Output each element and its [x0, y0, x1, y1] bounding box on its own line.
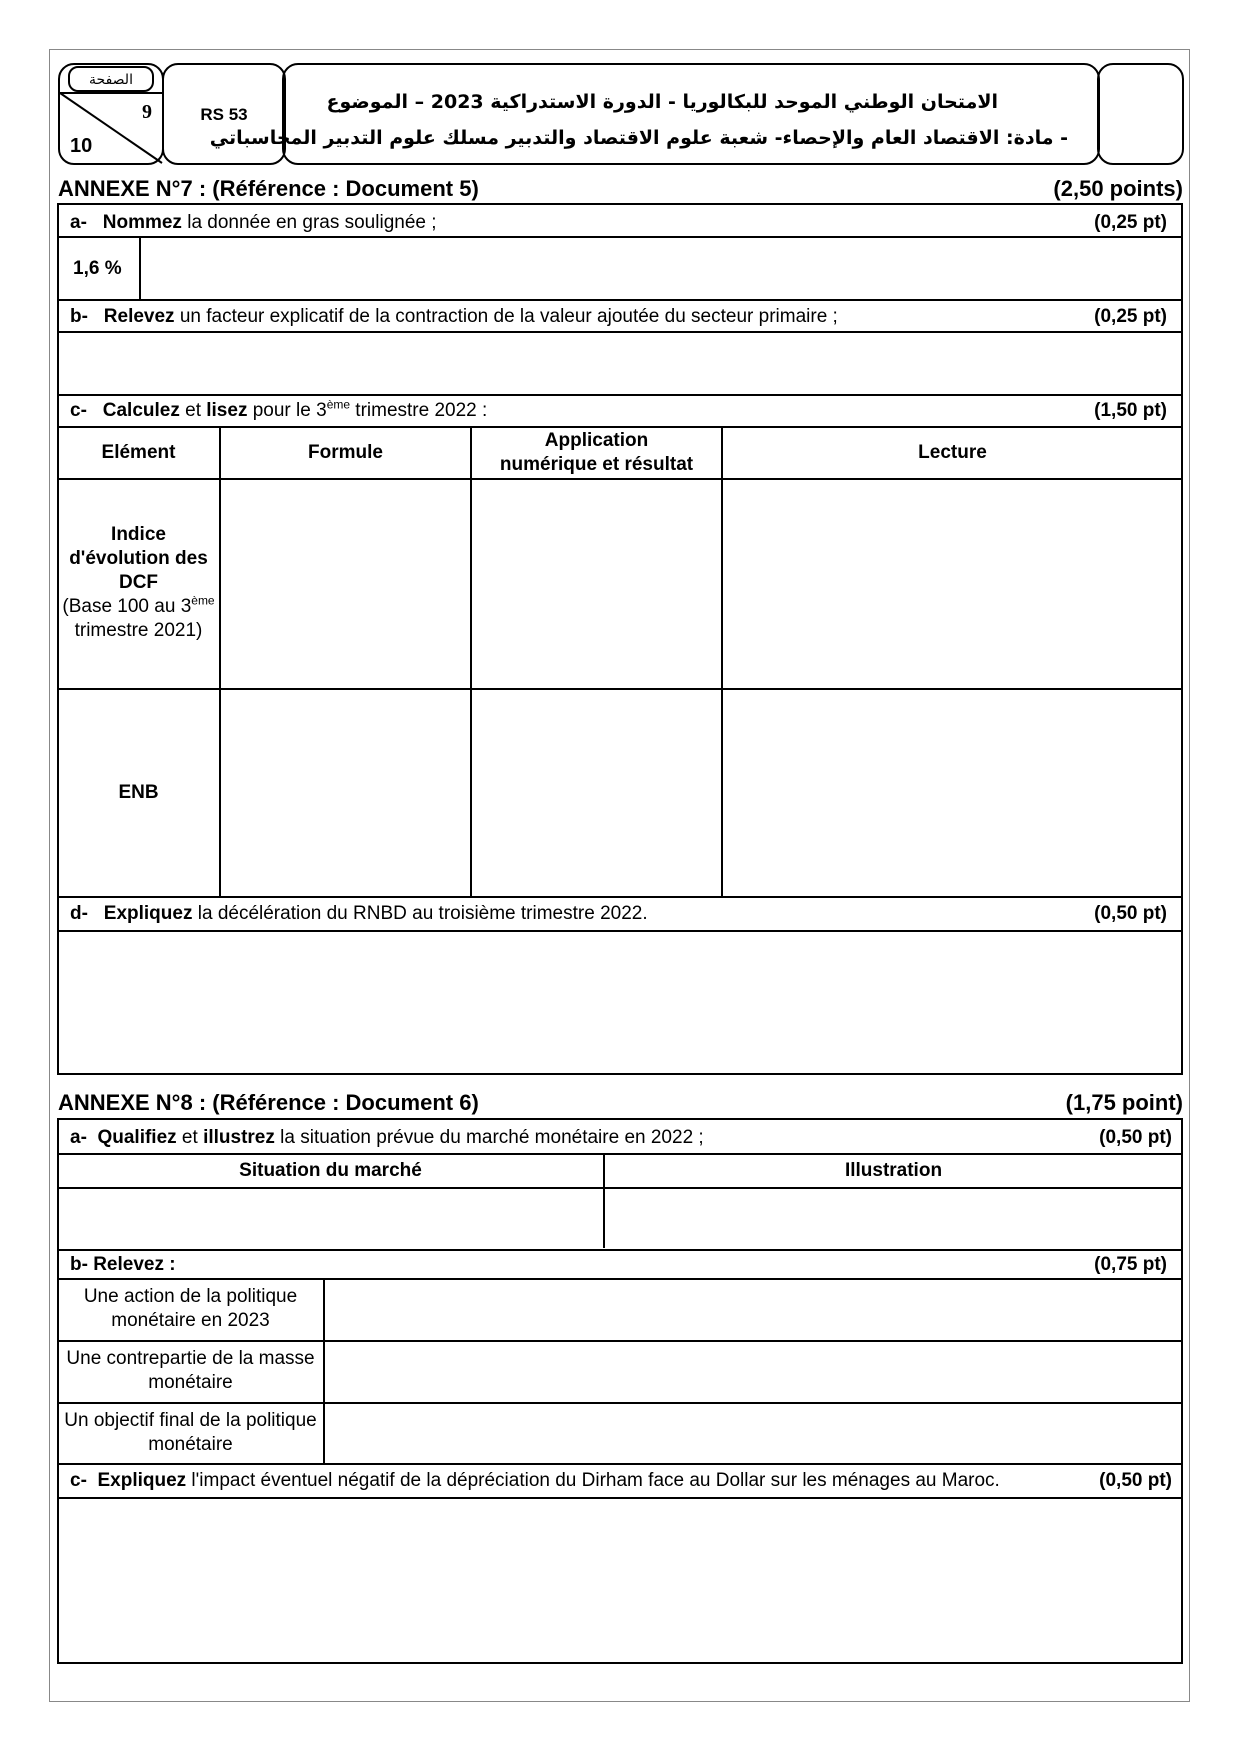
col-header-element: Elément	[101, 441, 176, 463]
annex8-points: (1,75 point)	[1065, 1090, 1183, 1115]
divider	[58, 394, 1182, 396]
code-box	[162, 63, 286, 165]
annex7-qa-points: (0,25 pt)	[1094, 212, 1167, 233]
illustration-field[interactable]	[605, 1189, 1182, 1248]
col-header-lecture: Lecture	[918, 441, 987, 463]
annex8-qb-points: (0,75 pt)	[1094, 1254, 1167, 1275]
annex7-qc-points: (1,50 pt)	[1094, 400, 1167, 421]
annex8-qc: c- Expliquez l'impact éventuel négatif de la dépréciation du Dirham face au Dollar sur les ménages au Maroc.	[70, 1470, 1000, 1491]
annex7-qb-points: (0,25 pt)	[1094, 306, 1167, 327]
answer-field-7a[interactable]	[141, 237, 1182, 299]
annex7-qd-points: (0,50 pt)	[1094, 903, 1167, 924]
blank-box	[1097, 63, 1184, 165]
col-header-application: Application numérique et résultat	[499, 429, 694, 475]
answer-field-7b[interactable]	[58, 333, 1182, 393]
annex8-qa-points: (0,50 pt)	[1099, 1127, 1172, 1148]
annex7-title: ANNEXE N°7 : (Référence : Document 5)	[58, 176, 479, 201]
exam-subject: - مادة: الاقتصاد العام والإحصاء- شعبة علوم الاقتصاد والتدبير مسلك علوم التدبير المحاسباتي	[209, 127, 1068, 149]
exam-code: RS 53	[200, 105, 248, 124]
answer-field-8c[interactable]	[58, 1499, 1182, 1662]
indice-application-field[interactable]	[472, 480, 721, 687]
annex8-qc-points: (0,50 pt)	[1099, 1470, 1172, 1491]
col-header-formule: Formule	[308, 441, 383, 463]
enb-lecture-field[interactable]	[723, 690, 1182, 895]
situation-field[interactable]	[58, 1189, 603, 1248]
item-objectif-final: Un objectif final de la politique monétaire	[64, 1410, 317, 1455]
page-label: الصفحة	[68, 66, 154, 92]
annex7-qb: b- Relevez un facteur explicatif de la contraction de la valeur ajoutée du secteur primaire ;	[70, 306, 838, 327]
col-header-situation: Situation du marché	[239, 1160, 422, 1181]
annex7-qa: a- Nommez la donnée en gras soulignée ;	[70, 212, 437, 233]
enb-formule-field[interactable]	[221, 690, 470, 895]
divider	[58, 299, 1182, 301]
divider	[58, 1463, 1182, 1465]
divider	[58, 896, 1182, 898]
annex7-qc: c- Calculez et lisez pour le 3ème trimestre 2022 :	[70, 397, 488, 421]
page-total: 10	[70, 135, 93, 157]
answer-field-action[interactable]	[325, 1280, 1182, 1339]
answer-field-objectif[interactable]	[325, 1404, 1182, 1462]
row-indice-label: Indice d'évolution des DCF (Base 100 au 3ème trimestre 2021)	[62, 524, 215, 641]
answer-field-7d[interactable]	[58, 932, 1182, 1073]
given-value: 1,6 %	[73, 258, 122, 279]
row-enb-label: ENB	[118, 781, 159, 803]
page-number-box	[58, 63, 164, 165]
indice-formule-field[interactable]	[221, 480, 470, 687]
divider	[58, 1249, 1182, 1251]
annex8-qb: b- Relevez :	[70, 1254, 176, 1275]
indice-lecture-field[interactable]	[723, 480, 1182, 687]
annex8-qa: a- Qualifiez et illustrez la situation prévue du marché monétaire en 2022 ;	[70, 1127, 704, 1148]
item-contrepartie: Une contrepartie de la masse monétaire	[66, 1348, 315, 1393]
annex7-points: (2,50 points)	[1053, 176, 1183, 201]
page-current: 9	[142, 101, 152, 123]
enb-application-field[interactable]	[472, 690, 721, 895]
item-action-politique: Une action de la politique monétaire en 2023	[83, 1286, 298, 1331]
exam-title: الامتحان الوطني الموحد للبكالوريا - الدورة الاستدراكية 2023 – الموضوع	[326, 91, 998, 113]
annex7-qd: d- Expliquez la décélération du RNBD au troisième trimestre 2022.	[70, 903, 648, 924]
col-header-illustration: Illustration	[844, 1160, 943, 1181]
answer-field-contrepartie[interactable]	[325, 1342, 1182, 1401]
annex8-title: ANNEXE N°8 : (Référence : Document 6)	[58, 1090, 479, 1115]
